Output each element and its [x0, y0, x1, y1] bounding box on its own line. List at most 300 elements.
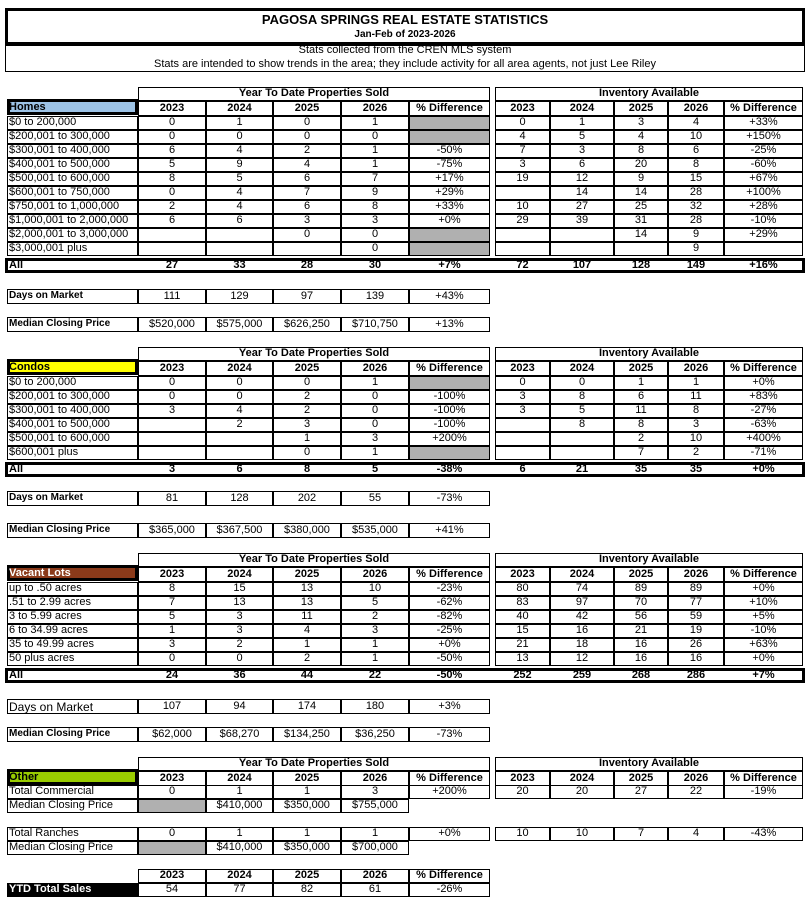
inv-cell: [550, 242, 614, 256]
sold-value: 2: [236, 638, 243, 650]
inv-value: 3: [519, 158, 526, 170]
sold-value: 4: [303, 158, 311, 170]
range-label: $600,001 to 750,000: [9, 186, 110, 198]
inv-pct-value: -27%: [750, 404, 777, 416]
inv-value: 77: [689, 596, 703, 608]
metric-value: 139: [365, 290, 385, 302]
inv-value: 14: [575, 186, 589, 198]
year-header: 2025: [628, 568, 654, 580]
sold-value: 6: [168, 214, 176, 226]
sold-value: 3: [236, 610, 243, 622]
year-header: 2026: [362, 102, 388, 114]
pct-value: -23%: [436, 582, 463, 594]
pct-header: % Difference: [730, 102, 797, 114]
other-value: 1: [371, 827, 379, 839]
metric-label: Days on Market: [9, 492, 83, 503]
year-header: 2026: [362, 772, 388, 784]
year-header: 2024: [227, 362, 252, 374]
year-header: 2023: [159, 772, 185, 784]
all-inv-value: 149: [686, 259, 706, 271]
other-inv-value: 20: [516, 785, 529, 797]
inv-value: 21: [634, 624, 648, 636]
sold-value: 0: [303, 376, 311, 388]
inv-value: 16: [575, 624, 589, 636]
metric-value: 111: [163, 290, 181, 302]
all-sold-value: 44: [300, 669, 314, 681]
other-value: 0: [168, 827, 176, 839]
sold-value: 3: [236, 624, 243, 636]
inv-pct-value: +0%: [752, 376, 775, 388]
sold-value: 1: [371, 116, 379, 128]
other-inv-value: 20: [575, 785, 589, 797]
range-label: $500,001 to 600,000: [9, 432, 110, 444]
sold-value: 2: [303, 144, 311, 156]
sold-value: 2: [303, 652, 311, 664]
note-line-2: Stats are intended to show trends in the area; they include activity for all area agents, not just Lee Riley: [153, 58, 656, 70]
metric-value: 81: [165, 492, 179, 504]
range-label: $750,001 to 1,000,000: [9, 200, 120, 212]
sold-value: 5: [168, 158, 176, 170]
page-title: PAGOSA SPRINGS REAL ESTATE STATISTICS: [261, 12, 549, 27]
inventory-group-title: Inventory Available: [598, 347, 700, 359]
pct-header: % Difference: [730, 772, 797, 784]
inv-value: 16: [634, 638, 648, 650]
metric-value: $134,250: [284, 728, 330, 740]
metric-value: $36,250: [355, 728, 395, 740]
year-header: 2025: [628, 772, 654, 784]
sold-value: 13: [300, 582, 314, 594]
all-sold-value: 5: [371, 463, 379, 475]
metric-value: 107: [162, 700, 182, 712]
sold-value: 0: [371, 242, 379, 254]
year-header: 2024: [569, 362, 595, 374]
inv-value: 9: [692, 242, 700, 254]
sold-value: 2: [303, 404, 311, 416]
inv-value: 27: [575, 200, 589, 212]
range-label: $300,001 to 400,000: [9, 144, 110, 156]
range-label: $300,001 to 400,000: [9, 404, 110, 416]
inv-value: 0: [578, 376, 586, 388]
range-label: $400,001 to 500,000: [9, 158, 110, 170]
sold-value: 3: [168, 638, 176, 650]
metric-pct-value: +3%: [438, 700, 461, 712]
metric-value: $710,750: [352, 318, 398, 330]
inv-value: 8: [692, 158, 700, 170]
sold-cell: [138, 418, 206, 432]
other-value: 1: [303, 785, 311, 797]
note-line-1: Stats collected from the CREN MLS system: [298, 44, 512, 56]
metric-label: Median Closing Price: [9, 524, 111, 535]
inv-value: 42: [575, 610, 589, 622]
inv-value: 3: [519, 390, 526, 402]
metric-pct-value: +13%: [435, 318, 464, 330]
sold-value: 8: [168, 582, 176, 594]
inv-value: 18: [575, 638, 589, 650]
sold-value: 0: [371, 130, 379, 142]
inv-value: 8: [637, 418, 645, 430]
other-value: 3: [371, 785, 379, 797]
pct-header: % Difference: [416, 869, 483, 881]
range-label: .51 to 2.99 acres: [9, 596, 91, 608]
other-mcp-value: $350,000: [284, 799, 330, 811]
range-label: $0 to 200,000: [9, 116, 77, 128]
inv-value: 4: [637, 130, 645, 142]
inv-cell: [614, 242, 668, 256]
inv-value: 4: [519, 130, 526, 142]
all-pct-value: -38%: [436, 463, 463, 475]
all-label: All: [9, 259, 24, 271]
pct-cell: [409, 130, 490, 144]
range-label: $400,001 to 500,000: [9, 418, 110, 430]
pct-value: -75%: [436, 158, 463, 170]
sold-value: 9: [371, 186, 379, 198]
sold-value: 0: [303, 116, 311, 128]
inv-value: 16: [689, 652, 703, 664]
sold-value: 11: [301, 610, 313, 622]
pct-value: +17%: [435, 172, 464, 184]
sold-value: 0: [168, 390, 176, 402]
sold-value: 0: [371, 390, 379, 402]
range-label: $500,001 to 600,000: [9, 172, 110, 184]
sold-value: 0: [371, 418, 379, 430]
sold-value: 1: [303, 638, 311, 650]
inv-value: 29: [516, 214, 529, 226]
metric-value: 129: [230, 290, 249, 302]
sold-value: 0: [236, 376, 243, 388]
year-header: 2023: [510, 568, 535, 580]
sold-value: 0: [303, 446, 311, 458]
pct-value: +0%: [438, 638, 461, 650]
sold-value: 5: [236, 172, 243, 184]
sold-value: 15: [233, 582, 246, 594]
metric-label: Days on Market: [9, 290, 83, 301]
ytd-group-title: Year To Date Properties Sold: [238, 553, 390, 565]
sold-value: 7: [371, 172, 379, 184]
other-mcp-cell: [138, 841, 206, 855]
inv-value: 5: [578, 130, 586, 142]
metric-value: 174: [297, 700, 317, 712]
sold-value: 1: [371, 144, 379, 156]
inv-value: 3: [578, 144, 586, 156]
sold-value: 0: [236, 390, 243, 402]
inv-pct-value: +83%: [749, 390, 778, 402]
sold-cell: [138, 228, 206, 242]
range-label: $3,000,001 plus: [9, 242, 88, 254]
year-header: 2023: [159, 869, 185, 881]
sold-value: 8: [168, 172, 176, 184]
sold-value: 4: [236, 144, 243, 156]
year-header: 2024: [227, 772, 252, 784]
other-mcp-value: $350,000: [284, 841, 330, 853]
metric-pct-value: -73%: [436, 492, 463, 504]
inv-value: 10: [689, 130, 703, 142]
inv-cell: [550, 432, 614, 446]
sold-value: 3: [168, 404, 176, 416]
sold-value: 4: [236, 404, 243, 416]
sold-value: 2: [168, 200, 176, 212]
metric-pct-value: -73%: [436, 728, 463, 740]
year-header: 2023: [159, 362, 185, 374]
year-header: 2025: [628, 102, 654, 114]
all-inv-value: 35: [689, 463, 703, 475]
pct-value: -25%: [436, 624, 463, 636]
inv-pct-value: -10%: [750, 214, 777, 226]
year-header: 2025: [294, 568, 320, 580]
sold-value: 0: [303, 130, 311, 142]
inv-value: 2: [692, 446, 700, 458]
metric-value: $68,270: [219, 728, 260, 740]
inv-value: 6: [637, 390, 645, 402]
pct-cell: [409, 228, 490, 242]
year-header: 2024: [569, 772, 595, 784]
inv-pct-value: +0%: [752, 582, 775, 594]
metric-label: Median Closing Price: [9, 318, 111, 329]
inv-pct-value: +0%: [752, 652, 775, 664]
range-label: 50 plus acres: [9, 652, 75, 664]
inv-value: 70: [634, 596, 648, 608]
other-inv-pct: -19%: [750, 785, 777, 797]
other-label-text: Other: [9, 771, 39, 783]
year-header: 2023: [510, 362, 535, 374]
sold-cell: [273, 242, 341, 256]
sold-value: 1: [303, 432, 311, 444]
sold-cell: [138, 446, 206, 460]
metric-value: 180: [365, 700, 385, 712]
pct-value: +29%: [435, 186, 464, 198]
inv-value: 0: [519, 116, 526, 128]
other-mcp-cell: [138, 799, 206, 813]
sold-cell: [138, 242, 206, 256]
other-mcp-label: Median Closing Price: [9, 841, 113, 853]
sold-value: 1: [236, 116, 243, 128]
inv-pct-value: +10%: [749, 596, 778, 608]
sold-value: 0: [236, 652, 243, 664]
pct-value: +33%: [435, 200, 464, 212]
all-sold-value: 24: [165, 669, 179, 681]
sold-cell: [206, 242, 273, 256]
year-header: 2025: [628, 362, 654, 374]
sold-value: 1: [371, 638, 379, 650]
sold-value: 3: [371, 624, 379, 636]
inv-value: 10: [689, 432, 703, 444]
all-sold-value: 36: [233, 669, 246, 681]
sold-value: 13: [300, 596, 314, 608]
inv-value: 7: [519, 144, 526, 156]
inv-value: 74: [575, 582, 589, 594]
inv-pct-value: +28%: [749, 200, 778, 212]
year-header: 2026: [683, 568, 709, 580]
inv-value: 25: [634, 200, 648, 212]
sold-value: 7: [303, 186, 311, 198]
range-label: $1,000,001 to 2,000,000: [9, 214, 129, 226]
pct-cell: [409, 116, 490, 130]
pct-value: +0%: [438, 214, 461, 226]
inv-value: 1: [637, 376, 645, 388]
all-inv-value: 286: [686, 669, 706, 681]
sold-value: 4: [303, 624, 311, 636]
all-sold-value: 6: [236, 463, 243, 475]
page-subtitle: Jan-Feb of 2023-2026: [354, 29, 456, 40]
inv-value: 14: [634, 228, 648, 240]
inv-value: 12: [575, 172, 589, 184]
sold-value: 9: [236, 158, 243, 170]
sold-value: 7: [168, 596, 176, 608]
range-label: 6 to 34.99 acres: [9, 624, 88, 636]
sold-value: 6: [303, 172, 311, 184]
inv-cell: [495, 418, 550, 432]
inv-cell: [495, 432, 550, 446]
sold-value: 2: [371, 610, 379, 622]
year-header: 2026: [362, 362, 388, 374]
inv-pct-value: +400%: [746, 432, 781, 444]
other-pct: +0%: [438, 827, 461, 839]
inv-value: 89: [634, 582, 648, 594]
sold-value: 10: [368, 582, 382, 594]
inv-cell: [550, 228, 614, 242]
metric-label: Median Closing Price: [9, 728, 111, 739]
other-label: Total Ranches: [9, 827, 79, 839]
inv-value: 26: [689, 638, 703, 650]
inv-value: 13: [516, 652, 529, 664]
year-header: 2024: [227, 568, 252, 580]
sold-value: 6: [168, 144, 176, 156]
inv-value: 39: [575, 214, 589, 226]
sold-value: 0: [371, 404, 379, 416]
ytd-group-title: Year To Date Properties Sold: [238, 87, 390, 99]
metric-value: $367,500: [216, 524, 263, 536]
inv-value: 83: [516, 596, 529, 608]
metric-value: $62,000: [152, 728, 192, 740]
condos-label-text: Condos: [9, 361, 50, 373]
sold-cell: [206, 228, 273, 242]
pct-value: +200%: [432, 432, 467, 444]
year-header: 2023: [159, 568, 185, 580]
inv-value: 9: [637, 172, 645, 184]
all-sold-value: 33: [233, 259, 246, 271]
pct-cell: [409, 376, 490, 390]
metric-pct-value: +41%: [435, 524, 464, 536]
year-header: 2024: [569, 102, 595, 114]
sold-value: 0: [236, 130, 243, 142]
all-sold-value: 28: [300, 259, 314, 271]
inv-value: 10: [516, 200, 529, 212]
year-header: 2023: [510, 772, 535, 784]
sold-value: 1: [371, 376, 379, 388]
all-inv-value: 6: [519, 463, 526, 475]
ytd-total-value: 82: [300, 883, 314, 895]
year-header: 2026: [362, 568, 388, 580]
inventory-group-title: Inventory Available: [598, 757, 700, 769]
pct-value: -82%: [436, 610, 463, 622]
year-header: 2026: [683, 362, 709, 374]
sold-value: 1: [371, 446, 379, 458]
inv-value: 56: [634, 610, 648, 622]
pct-value: -50%: [436, 652, 463, 664]
all-inv-value: 35: [634, 463, 648, 475]
all-sold-value: 30: [368, 259, 382, 271]
year-header: 2024: [227, 102, 252, 114]
sold-value: 3: [371, 214, 379, 226]
all-inv-value: 72: [516, 259, 529, 271]
metric-value: $380,000: [284, 524, 330, 536]
all-inv-pct-value: +16%: [749, 259, 778, 271]
inv-cell: [495, 228, 550, 242]
other-inv-value: 27: [634, 785, 648, 797]
other-value: 1: [236, 785, 243, 797]
pct-value: -100%: [433, 418, 466, 430]
sold-value: 3: [371, 432, 379, 444]
range-label: $2,000,001 to 3,000,000: [9, 228, 129, 240]
pct-header: % Difference: [730, 568, 797, 580]
all-sold-value: 22: [368, 669, 382, 681]
pct-value: -62%: [436, 596, 463, 608]
metric-value: $535,000: [352, 524, 398, 536]
ytd-total-value: 61: [368, 883, 382, 895]
sold-value: 6: [236, 214, 243, 226]
inventory-group-title: Inventory Available: [598, 553, 700, 565]
pct-cell: [409, 242, 490, 256]
other-value: 1: [303, 827, 311, 839]
sold-value: 2: [236, 418, 243, 430]
inv-pct-value: -60%: [750, 158, 777, 170]
inv-value: 8: [637, 144, 645, 156]
inv-value: 32: [689, 200, 703, 212]
other-inv-value: 22: [689, 785, 703, 797]
sold-cell: [138, 432, 206, 446]
inv-value: 21: [516, 638, 529, 650]
inv-value: 3: [519, 404, 526, 416]
pct-value: -50%: [436, 144, 463, 156]
all-sold-value: 27: [165, 259, 179, 271]
all-pct-value: +7%: [438, 259, 461, 271]
inv-pct-value: +63%: [749, 638, 778, 650]
sold-value: 1: [168, 624, 176, 636]
sold-value: 0: [168, 186, 176, 198]
all-inv-value: 252: [513, 669, 532, 681]
inv-pct-cell: [724, 242, 803, 256]
year-header: 2024: [569, 568, 595, 580]
year-header: 2023: [510, 102, 535, 114]
metric-value: $520,000: [149, 318, 195, 330]
inv-pct-value: +150%: [746, 130, 781, 142]
inv-value: 40: [516, 610, 529, 622]
range-label: up to .50 acres: [9, 582, 82, 594]
other-inv-value: 7: [637, 827, 645, 839]
all-inv-value: 21: [575, 463, 589, 475]
other-inv-value: 4: [692, 827, 700, 839]
ytd-total-label-text: YTD Total Sales: [9, 883, 92, 895]
range-label: $200,001 to 300,000: [9, 390, 110, 402]
range-label: 35 to 49.99 acres: [9, 638, 95, 650]
sold-value: 8: [371, 200, 379, 212]
all-pct-value: -50%: [436, 669, 463, 681]
inv-value: 6: [692, 144, 700, 156]
inv-pct-value: +67%: [749, 172, 778, 184]
inv-cell: [495, 446, 550, 460]
inv-value: 1: [692, 376, 700, 388]
sold-value: 0: [168, 130, 176, 142]
pct-header: % Difference: [416, 102, 483, 114]
sold-value: 3: [303, 214, 311, 226]
pct-cell: [409, 446, 490, 460]
inv-cell: [495, 242, 550, 256]
sold-value: 0: [168, 376, 176, 388]
inv-pct-value: -10%: [750, 624, 777, 636]
year-header: 2026: [683, 102, 709, 114]
inv-value: 19: [516, 172, 529, 184]
all-label: All: [9, 669, 24, 681]
other-value: 1: [236, 827, 243, 839]
